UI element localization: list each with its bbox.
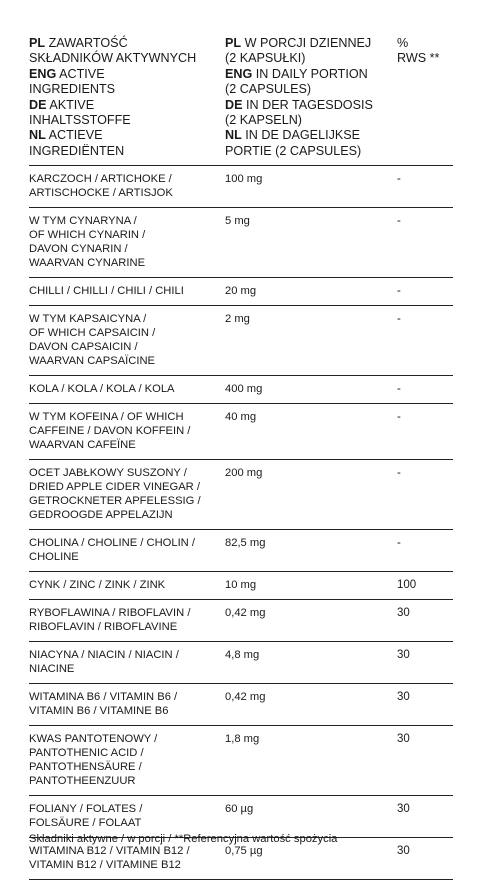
ingredient-name — [29, 382, 225, 396]
header-text: AKTIVE — [49, 97, 95, 112]
language-code: DE — [225, 97, 243, 112]
ingredient-name-line: CYNK / ZINC / ZINK / ZINK — [29, 579, 166, 592]
ingredient-name-line: OF WHICH CAPSAICIN / — [29, 327, 156, 340]
table-row — [29, 530, 453, 572]
header-line — [29, 144, 225, 159]
ingredient-amount: 10 mg — [225, 579, 257, 592]
header-line — [225, 98, 397, 113]
ingredient-rws: - — [397, 285, 401, 298]
ingredient-name-line: W TYM CYNARYNA / — [29, 215, 137, 228]
ingredient-name — [29, 410, 225, 452]
ingredient-rws: 30 — [397, 803, 410, 816]
table-body — [29, 165, 453, 880]
table-row — [29, 278, 453, 306]
header-text: INGREDIËNTEN — [29, 143, 125, 158]
ingredient-name-line: RYBOFLAWINA / RIBOFLAVIN / — [29, 607, 191, 620]
ingredient-name-line: ARTISCHOCKE / ARTISJOK — [29, 187, 173, 200]
ingredient-amount: 200 mg — [225, 467, 263, 480]
header-line — [225, 128, 397, 143]
ingredient-amount: 0,42 mg — [225, 691, 266, 704]
ingredient-name-line: WAARVAN CYNARINE — [29, 257, 146, 270]
header-line — [29, 67, 225, 82]
table-row — [29, 572, 453, 600]
ingredient-name-line: OCET JABŁKOWY SUSZONY / — [29, 467, 187, 480]
header-rws-column — [397, 36, 453, 159]
ingredient-name-line: PANTOTHENIC ACID / — [29, 747, 144, 760]
header-line — [29, 51, 225, 66]
ingredient-name — [29, 284, 225, 298]
ingredient-amount: 2 mg — [225, 313, 250, 326]
ingredient-name-line: W TYM KAPSAICYNA / — [29, 313, 147, 326]
ingredient-rws: - — [397, 383, 401, 396]
table-row — [29, 796, 453, 838]
table-row — [29, 166, 453, 208]
ingredient-name-line: WITAMINA B12 / VITAMIN B12 / — [29, 845, 190, 858]
ingredient-name — [29, 802, 225, 830]
ingredient-amount: 100 mg — [225, 173, 263, 186]
header-portion-column — [225, 36, 397, 159]
table-row — [29, 376, 453, 404]
ingredient-name-line: FOLIANY / FOLATES / — [29, 803, 143, 816]
ingredient-name — [29, 536, 225, 564]
ingredient-name-line: VITAMIN B6 / VITAMINE B6 — [29, 705, 169, 718]
ingredient-amount: 4,8 mg — [225, 649, 260, 662]
ingredient-name-line: NIACYNA / NIACIN / NIACIN / — [29, 649, 179, 662]
ingredient-name-line: CHOLINA / CHOLINE / CHOLIN / — [29, 537, 195, 550]
header-line — [225, 82, 397, 97]
language-code: PL — [29, 36, 46, 50]
table-row — [29, 404, 453, 460]
header-line — [29, 128, 225, 143]
header-line — [225, 113, 397, 128]
ingredient-amount: 60 µg — [225, 803, 254, 816]
ingredient-rws: 30 — [397, 845, 410, 858]
table-row — [29, 460, 453, 530]
ingredient-name-line: CAFFEINE / DAVON KOFFEIN / — [29, 425, 191, 438]
ingredient-rws: - — [397, 467, 401, 480]
ingredient-name-line: WAARVAN CAFEÏNE — [29, 439, 136, 452]
header-text: ZAWARTOŚĆ — [48, 36, 128, 50]
header-line — [29, 36, 225, 51]
ingredient-name — [29, 690, 225, 718]
ingredient-rws: 30 — [397, 649, 410, 662]
language-code: DE — [29, 97, 47, 112]
ingredient-name-line: OF WHICH CYNARIN / — [29, 229, 146, 242]
table-row — [29, 306, 453, 376]
ingredient-name — [29, 466, 225, 522]
header-text: IN DE DAGELIJKSE — [245, 128, 361, 143]
table-row — [29, 642, 453, 684]
language-code: ENG — [225, 66, 253, 81]
ingredient-amount: 5 mg — [225, 215, 250, 228]
ingredient-amount: 400 mg — [225, 383, 263, 396]
ingredient-name-line: W TYM KOFEINA / OF WHICH — [29, 411, 184, 424]
ingredient-rws: - — [397, 313, 401, 326]
ingredient-name — [29, 312, 225, 368]
ingredient-rws: 30 — [397, 607, 410, 620]
ingredient-amount: 0,75 µg — [225, 845, 263, 858]
ingredient-name — [29, 844, 225, 872]
header-text: ACTIEVE — [48, 128, 103, 143]
ingredient-name-line: KOLA / KOLA / KOLA / KOLA — [29, 383, 175, 396]
ingredient-name — [29, 172, 225, 200]
header-line — [225, 36, 397, 51]
header-rws-line: % — [397, 36, 409, 50]
language-code: NL — [225, 128, 242, 143]
ingredient-name-line: FOLSÄURE / FOLAAT — [29, 817, 142, 830]
ingredient-amount: 82,5 mg — [225, 537, 266, 550]
header-text: W PORCJI DZIENNEJ — [244, 36, 372, 50]
header-text: (2 CAPSULES) — [225, 82, 312, 97]
ingredient-name-line: CHOLINE — [29, 551, 79, 564]
ingredient-name-line: VITAMIN B12 / VITAMINE B12 — [29, 859, 181, 872]
language-code: ENG — [29, 66, 57, 81]
ingredient-name-line: DRIED APPLE CIDER VINEGAR / — [29, 481, 200, 494]
header-text: PORTIE (2 CAPSULES) — [225, 143, 362, 158]
ingredient-name-line: KWAS PANTOTENOWY / — [29, 733, 158, 746]
header-rws-line: RWS ** — [397, 51, 440, 66]
table-row — [29, 208, 453, 278]
ingredient-name-line: KARCZOCH / ARTICHOKE / — [29, 173, 172, 186]
ingredient-name-line: PANTOTHENSÄURE / — [29, 761, 142, 774]
ingredient-rws: 30 — [397, 691, 410, 704]
header-line — [29, 113, 225, 128]
ingredient-name — [29, 606, 225, 634]
ingredient-name-line: GETROCKNETER APFELESSIG / — [29, 495, 201, 508]
ingredient-name — [29, 214, 225, 270]
ingredient-amount: 20 mg — [225, 285, 257, 298]
header-text: ACTIVE — [59, 66, 105, 81]
ingredient-rws: 30 — [397, 733, 410, 746]
table-row — [29, 726, 453, 796]
header-ingredient-column — [29, 36, 225, 159]
ingredient-name-line: GEDROOGDE APPELAZIJN — [29, 509, 173, 522]
header-line — [29, 82, 225, 97]
ingredient-name-line: DAVON CAPSAICIN / — [29, 341, 138, 354]
language-code: PL — [225, 36, 242, 50]
header-text: (2 KAPSELN) — [225, 113, 302, 128]
footnote: Składniki aktywne / w porcji / **Referencyjna wartość spożycia — [29, 833, 338, 845]
ingredient-rws: - — [397, 537, 401, 550]
header-text: INHALTSSTOFFE — [29, 113, 131, 128]
header-text: (2 KAPSUŁKI) — [225, 51, 306, 66]
ingredient-name-line: DAVON CYNARIN / — [29, 243, 128, 256]
nutrition-table — [29, 36, 453, 880]
table-row — [29, 684, 453, 726]
table-header — [29, 36, 453, 165]
header-line — [225, 144, 397, 159]
header-line — [29, 98, 225, 113]
ingredient-name-line: WAARVAN CAPSAÏCINE — [29, 355, 155, 368]
header-text: IN DER TAGESDOSIS — [246, 97, 373, 112]
header-text: SKŁADNIKÓW AKTYWNYCH — [29, 51, 197, 66]
ingredient-rws: - — [397, 173, 401, 186]
ingredient-rws: 100 — [397, 579, 417, 592]
header-line — [225, 67, 397, 82]
ingredient-name-line: NIACINE — [29, 663, 75, 676]
header-text: INGREDIENTS — [29, 82, 116, 97]
ingredient-amount: 40 mg — [225, 411, 257, 424]
ingredient-name — [29, 578, 225, 592]
ingredient-name-line: PANTOTHEENZUUR — [29, 775, 136, 788]
header-line — [225, 51, 397, 66]
ingredient-name — [29, 732, 225, 788]
header-text: IN DAILY PORTION — [255, 66, 368, 81]
ingredient-amount: 0,42 mg — [225, 607, 266, 620]
ingredient-name — [29, 648, 225, 676]
ingredient-name-line: CHILLI / CHILLI / CHILI / CHILI — [29, 285, 184, 298]
ingredient-rws: - — [397, 411, 401, 424]
language-code: NL — [29, 128, 46, 143]
ingredient-name-line: WITAMINA B6 / VITAMIN B6 / — [29, 691, 178, 704]
ingredient-rws: - — [397, 215, 401, 228]
table-row — [29, 600, 453, 642]
ingredient-amount: 1,8 mg — [225, 733, 260, 746]
ingredient-name-line: RIBOFLAVIN / RIBOFLAVINE — [29, 621, 178, 634]
